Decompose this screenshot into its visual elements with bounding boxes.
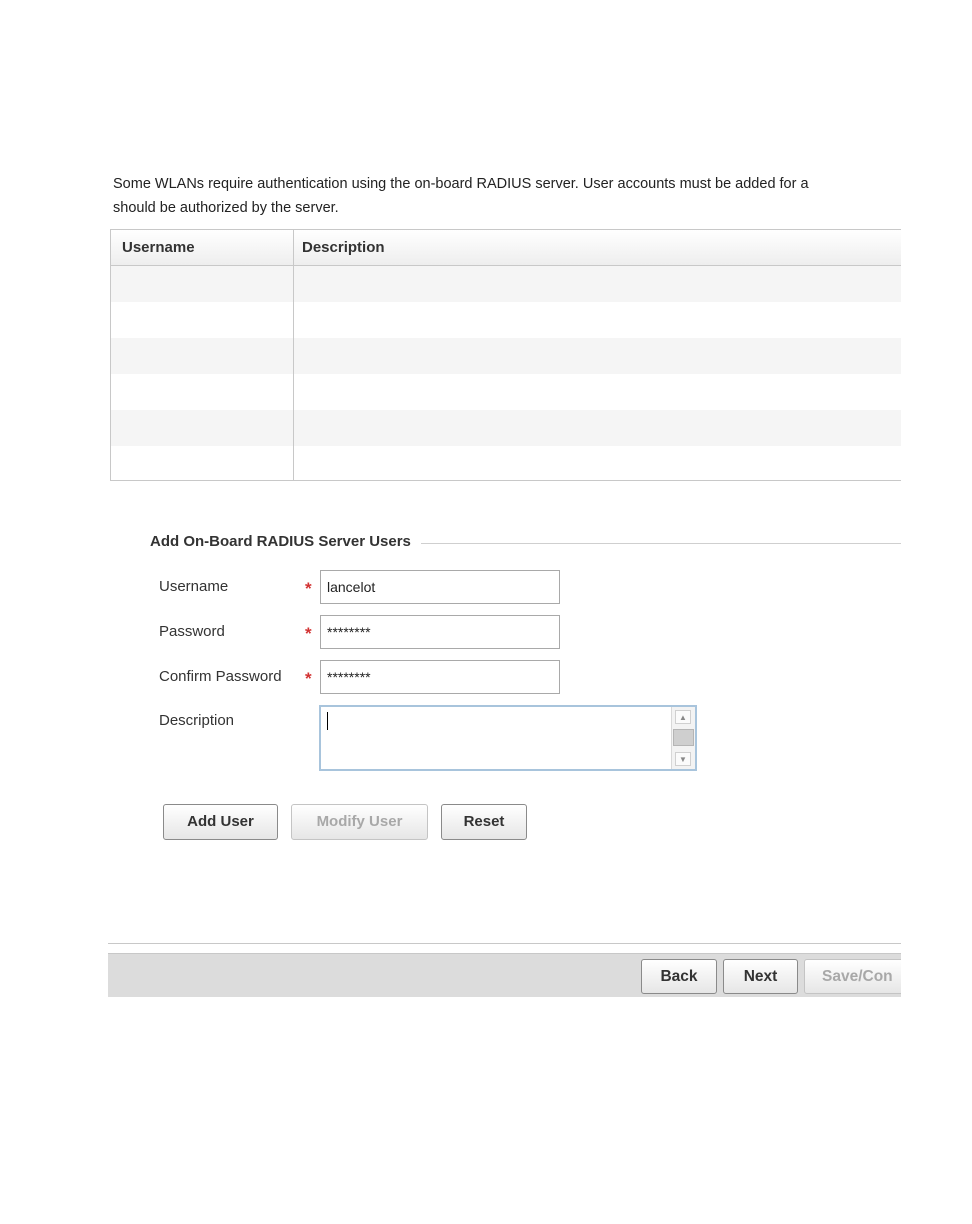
save-commit-button[interactable]: Save/Con (804, 959, 901, 994)
table-row (111, 410, 901, 446)
table-row (111, 338, 901, 374)
reset-button[interactable]: Reset (441, 804, 527, 840)
username-label: Username (159, 578, 229, 595)
table-row (111, 302, 901, 338)
radius-users-table (110, 229, 901, 481)
text-caret (327, 712, 328, 730)
scrollbar-thumb[interactable] (673, 729, 694, 746)
footer-divider (108, 943, 901, 944)
description-field[interactable] (319, 705, 697, 771)
scroll-down-arrow-icon[interactable]: ▼ (675, 752, 691, 766)
table-header (111, 230, 901, 266)
back-button[interactable]: Back (641, 959, 717, 994)
password-label: Password (159, 623, 225, 640)
table-row (111, 446, 901, 482)
modify-user-button[interactable]: Modify User (291, 804, 428, 840)
confirm-password-required-marker: * (305, 669, 312, 688)
add-user-button[interactable]: Add User (163, 804, 278, 840)
intro-text (113, 172, 901, 220)
description-textarea[interactable] (321, 707, 671, 769)
description-label: Description (159, 712, 235, 729)
table-row (111, 266, 901, 302)
table-row (111, 374, 901, 410)
intro-line-2: should be authorized by the server. (113, 200, 339, 216)
description-scrollbar[interactable] (671, 707, 695, 769)
confirm-password-label: Confirm Password (159, 668, 282, 685)
password-input[interactable] (320, 615, 560, 649)
column-header-username[interactable]: Username (122, 239, 195, 256)
username-required-marker: * (305, 579, 312, 598)
column-header-description[interactable]: Description (302, 239, 385, 256)
scroll-up-arrow-icon[interactable]: ▲ (675, 710, 691, 724)
intro-line-1: Some WLANs require authentication using the on-board RADIUS server. User accounts must be added for a (113, 176, 809, 192)
username-input[interactable] (320, 570, 560, 604)
confirm-password-input[interactable] (320, 660, 560, 694)
add-users-legend: Add On-Board RADIUS Server Users (150, 533, 421, 550)
password-required-marker: * (305, 624, 312, 643)
column-divider (293, 230, 294, 480)
next-button[interactable]: Next (723, 959, 798, 994)
